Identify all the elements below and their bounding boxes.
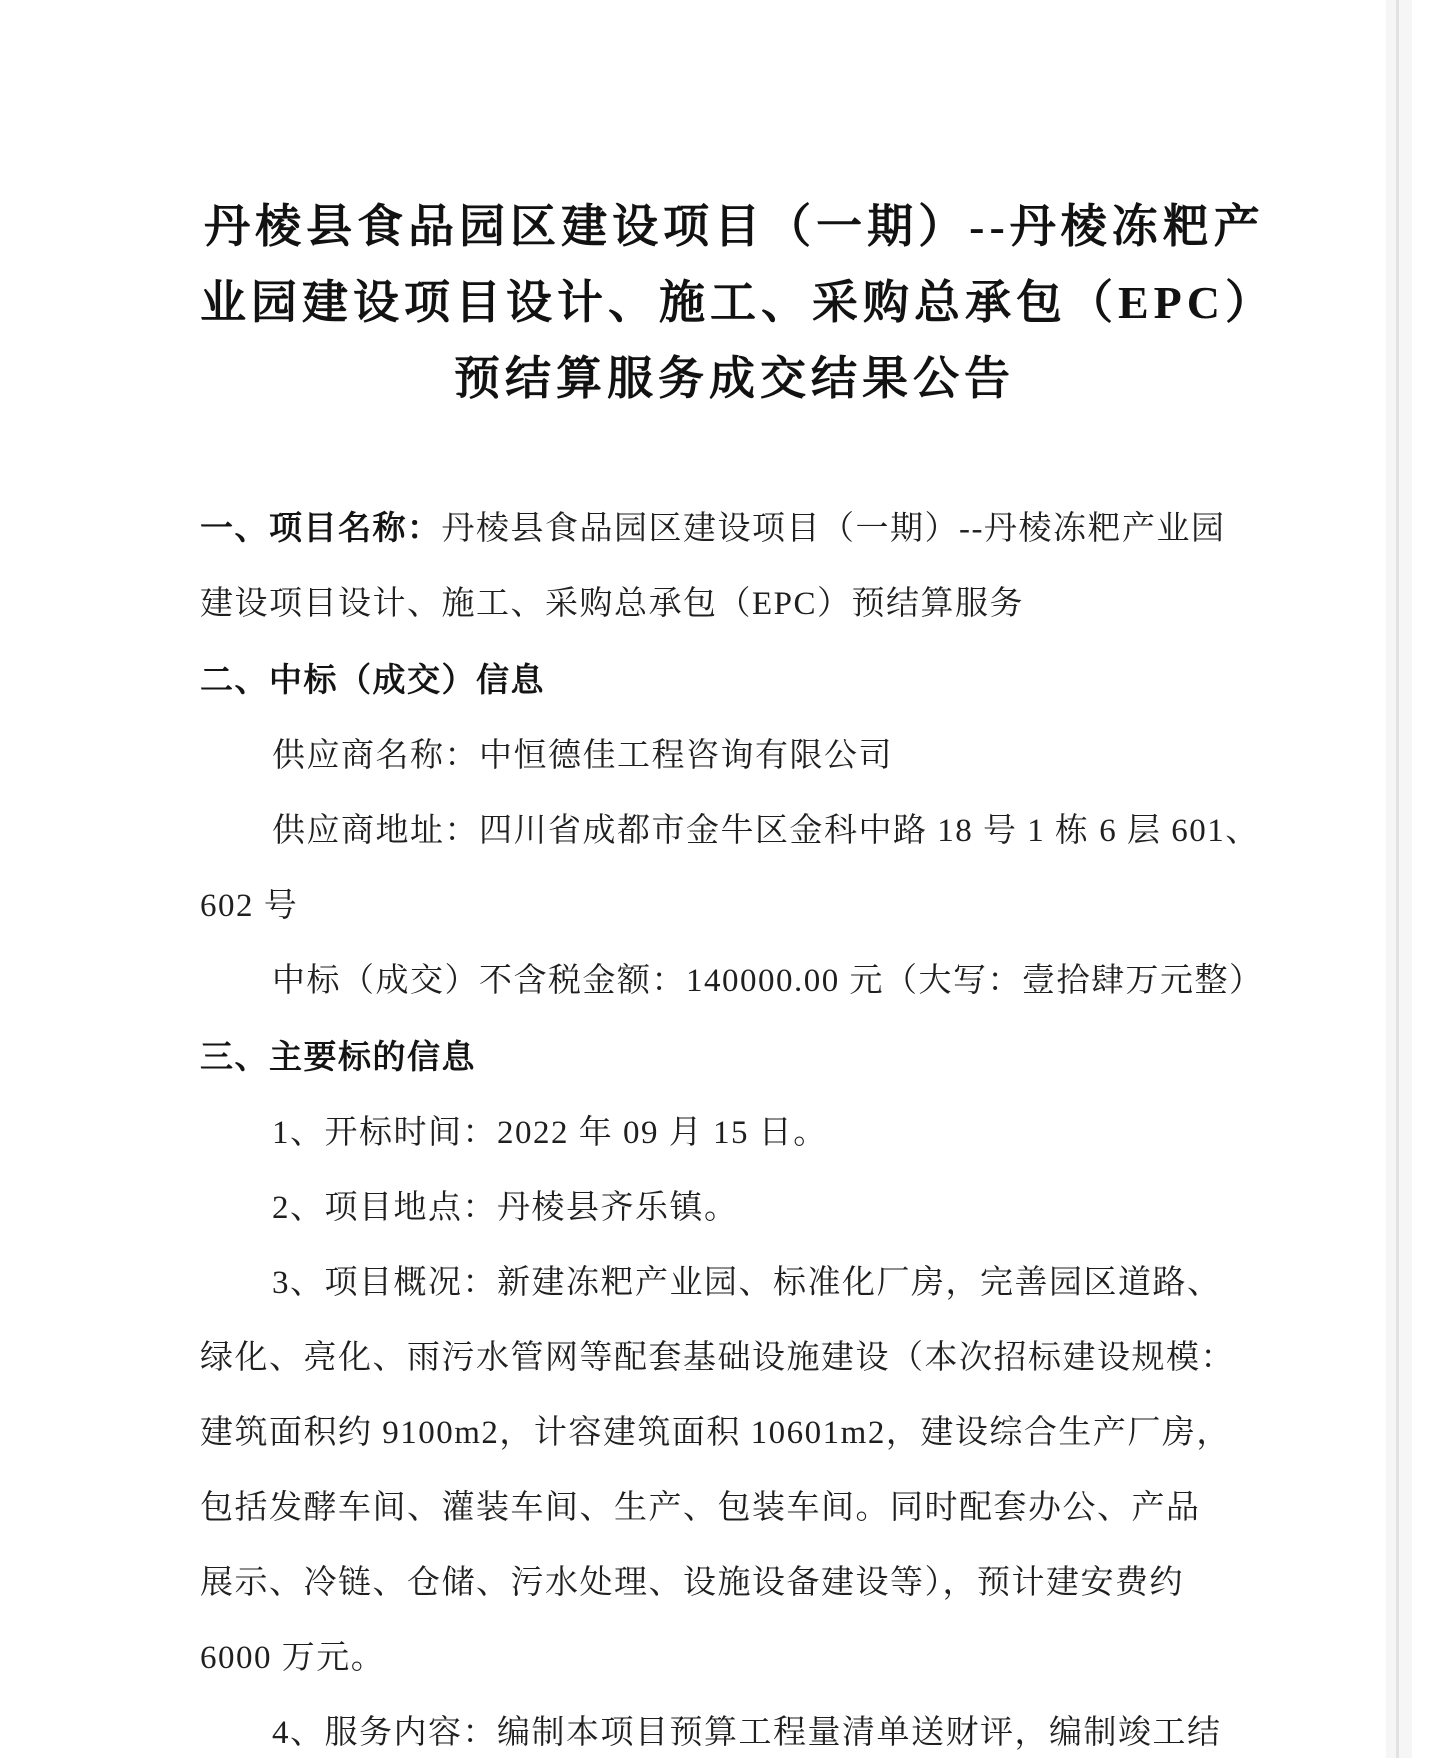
body-line-text: 包括发酵车间、灌装车间、生产、包装车间。同时配套办公、产品: [200, 1490, 1201, 1526]
body-line-supplier-address: [200, 794, 1269, 869]
body-line-text: 丹棱县食品园区建设项目（一期）--丹棱冻粑产业园: [441, 511, 1226, 547]
body-line-text: 4、服务内容：编制本项目预算工程量清单送财评，编制竣工结: [272, 1715, 1222, 1751]
document-title-line: 业园建设项目设计、施工、采购总承包（EPC）: [200, 277, 1276, 328]
body-line-text: 供应商名称：中恒德佳工程咨询有限公司: [272, 738, 893, 774]
document-title: [200, 189, 1276, 417]
document-body: [200, 490, 1269, 1758]
body-line-project-location: [200, 1171, 1269, 1246]
body-line-text: 2、项目地点：丹棱县齐乐镇。: [272, 1190, 739, 1226]
body-line-text: 6000 万元。: [200, 1640, 386, 1676]
body-line: [200, 1471, 1269, 1546]
body-line-text: 建设项目设计、施工、采购总承包（EPC）预结算服务: [200, 586, 1025, 622]
body-line-supplier-name: [200, 719, 1269, 794]
body-line-text: 中标（成交）不含税金额：140000.00 元（大写：壹拾肆万元整）: [272, 963, 1264, 999]
body-line: [200, 869, 1269, 944]
section-heading-2-label: 二、中标（成交）信息: [200, 661, 545, 698]
body-line: [200, 567, 1269, 642]
scan-artifact-halo: [1386, 0, 1412, 1758]
section-heading-3-label: 三、主要标的信息: [200, 1038, 476, 1075]
body-line-project-overview: [200, 1246, 1269, 1321]
section-heading-1: 一、项目名称：: [200, 509, 442, 546]
document-content: [200, 0, 1276, 1758]
body-line-project-name: [200, 490, 1269, 567]
body-line-text: 3、项目概况：新建冻粑产业园、标准化厂房，完善园区道路、: [272, 1265, 1222, 1301]
body-line-service-content: [200, 1696, 1269, 1758]
body-line-text: 602 号: [200, 888, 299, 924]
body-line-bid-open-time: [200, 1096, 1269, 1171]
body-line: [200, 1321, 1269, 1396]
body-line-award-amount: [200, 944, 1269, 1019]
body-line: [200, 1621, 1269, 1696]
body-line-text: 1、开标时间：2022 年 09 月 15 日。: [272, 1115, 828, 1151]
section-heading-3: [200, 1019, 1269, 1096]
body-line: [200, 1396, 1269, 1471]
body-line-text: 供应商地址：四川省成都市金牛区金科中路 18 号 1 栋 6 层 601、: [272, 813, 1260, 849]
scan-artifact-line: [1396, 0, 1399, 1758]
section-heading-2: [200, 642, 1269, 719]
body-line-text: 展示、冷链、仓储、污水处理、设施设备建设等），预计建安费约: [200, 1565, 1184, 1601]
document-title-line: 预结算服务成交结果公告: [454, 353, 1015, 404]
body-line-text: 绿化、亮化、雨污水管网等配套基础设施建设（本次招标建设规模：: [200, 1340, 1235, 1376]
body-line: [200, 1546, 1269, 1621]
document-title-line: 丹棱县食品园区建设项目（一期）--丹棱冻粑产: [204, 201, 1265, 252]
body-line-text: 建筑面积约 9100m2，计容建筑面积 10601m2，建设综合生产厂房，: [200, 1415, 1231, 1451]
